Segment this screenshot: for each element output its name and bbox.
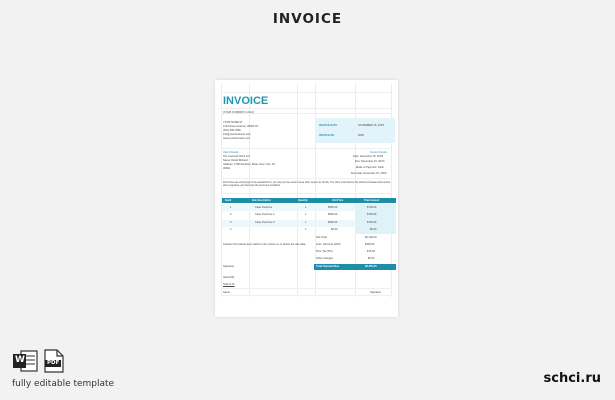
client-details-label: Client Details xyxy=(223,151,239,154)
client-line: The Invoiced Client Ltd xyxy=(223,155,250,158)
grid-line xyxy=(221,193,392,194)
other-charges-label: Other Charges xyxy=(316,257,334,260)
client-line: 00001 xyxy=(223,167,231,170)
items-table-header xyxy=(222,198,396,203)
row-qty: 1 xyxy=(305,228,307,231)
invoice-date-value: NOVEMBER 15, 20XX xyxy=(358,124,385,127)
column-header: Item Description xyxy=(252,199,271,202)
company-line: info@yourbusiness.com xyxy=(223,133,251,136)
company-logo-text: [YOUR COMPANY LOGO] xyxy=(223,111,254,114)
row-total: $700.00 xyxy=(367,206,377,209)
row-price: $0.00 xyxy=(331,228,338,231)
invoice-details-label: Invoice Details xyxy=(370,151,387,154)
row-num: 2 xyxy=(230,213,232,216)
discount-value: $300.00 xyxy=(365,243,375,246)
row-qty: 1 xyxy=(305,221,307,224)
invoice-heading: INVOICE xyxy=(223,95,269,107)
grid-line xyxy=(221,288,392,289)
signature-label: Signature xyxy=(223,265,235,268)
word-icon-letter: W xyxy=(15,355,25,365)
grid-line xyxy=(221,148,392,149)
submit-to-label: Submit To xyxy=(223,283,235,286)
total-due-label: Total Payment Due xyxy=(316,265,340,268)
tax-label: Plus: Tax (5%) xyxy=(316,250,333,253)
grid-line xyxy=(221,108,392,109)
row-price: $500.00 xyxy=(328,213,338,216)
company-line: www.yourbusiness.com xyxy=(223,137,251,140)
row-num: 1 xyxy=(230,206,232,209)
row-desc: Case Overtime xyxy=(255,206,273,209)
invoice-meta-box xyxy=(315,118,395,143)
detail-line: Date: November 15, 20XX xyxy=(353,155,384,158)
column-header: Quantity xyxy=(298,199,308,202)
client-line: Name: David Richard xyxy=(223,159,248,162)
grid-line xyxy=(221,84,222,297)
other-charges-value: $0.00 xyxy=(368,257,375,260)
row-desc: Case Overtime 2 xyxy=(255,213,275,216)
total-due-value: $2,450.00 xyxy=(365,265,377,268)
pdf-icon-label: PDF xyxy=(47,360,60,366)
issued-by-label: Issued By xyxy=(223,276,235,279)
company-line: 1234 Street Avenue, 00000 ST xyxy=(223,125,259,128)
grid-line xyxy=(297,84,298,297)
invoice-date-label: INVOICE DATE xyxy=(319,124,338,127)
discount-label: Less: Discount (10%) xyxy=(316,243,341,246)
detail-line: Due: December 15, 20XX xyxy=(355,160,385,163)
subtotal-label: Sub Total xyxy=(316,236,327,239)
payment-remarks: Transfer the total amount stated in the invoice on or before the due date. xyxy=(223,243,307,246)
template-tagline: fully editable template xyxy=(12,379,115,389)
company-line: (321) 456-7890 xyxy=(223,129,241,132)
row-qty: 1 xyxy=(305,206,307,209)
word-file-icon xyxy=(12,350,38,372)
column-header: Total Amount xyxy=(364,199,380,202)
grid-line xyxy=(249,84,250,297)
column-header: Unit Price xyxy=(332,199,344,202)
detail-line: Due Date: December 15, 20XX xyxy=(351,172,387,175)
row-total: $700.00 xyxy=(367,221,377,224)
name-label: Name xyxy=(223,291,230,294)
invoice-preview xyxy=(215,80,398,317)
invoice-no-value: 0000 xyxy=(358,134,364,137)
page-title: INVOICE xyxy=(272,11,343,27)
invoice-note: All invoices are strictly kept in the standard form, you may use the notes to keep other memos for the file. The client must observe the discount indicated and amount, after a signature you have kept the terms and conditions. xyxy=(223,182,391,187)
row-total: $0.00 xyxy=(370,228,377,231)
row-total: $700.00 xyxy=(367,213,377,216)
company-line: YOUR NAME ST xyxy=(223,121,243,124)
grid-line xyxy=(221,178,392,179)
row-qty: 1 xyxy=(305,213,307,216)
row-num: 4 xyxy=(230,228,232,231)
grid-line xyxy=(221,295,392,296)
row-num: 3 xyxy=(230,221,232,224)
detail-line: Mode of Payment: Cash xyxy=(356,166,384,169)
column-header: Item# xyxy=(225,199,232,202)
subtotal-value: $2,100.00 xyxy=(365,236,377,239)
pdf-file-icon xyxy=(44,349,64,373)
row-price: $500.00 xyxy=(328,206,338,209)
invoice-no-label: INVOICE NO. xyxy=(319,134,335,137)
row-price: $500.00 xyxy=(328,221,338,224)
grid-line xyxy=(221,92,392,93)
row-desc: Case Overtime 3 xyxy=(255,221,275,224)
client-line: Address: 1798 Southern Road, New York, NY xyxy=(223,163,276,166)
tax-value: $75.00 xyxy=(367,250,375,253)
signature-footer-label: Signature xyxy=(370,291,382,294)
site-brand[interactable]: schci.ru xyxy=(543,371,601,386)
